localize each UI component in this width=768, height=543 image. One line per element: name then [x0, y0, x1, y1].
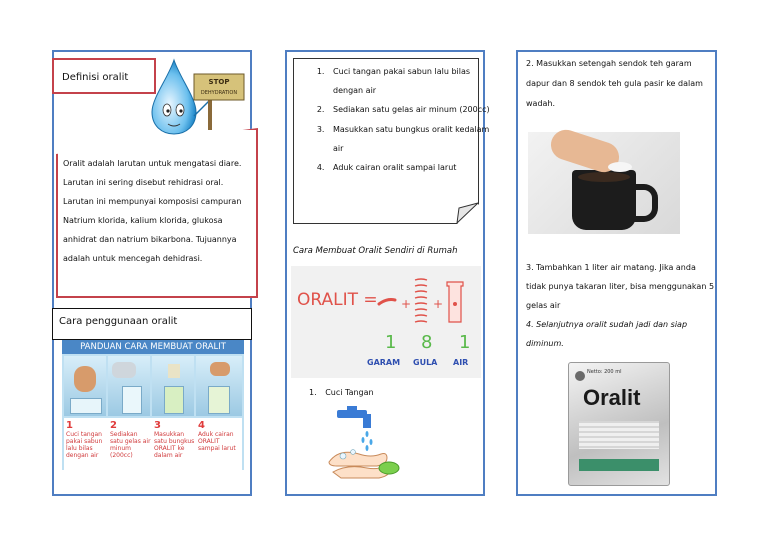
guide-step2-image	[108, 356, 150, 416]
packet-logo	[575, 371, 585, 381]
ingredient-icons	[375, 274, 479, 334]
usage-heading-box	[52, 308, 252, 340]
label-air: AIR	[453, 358, 469, 367]
guide-title: PANDUAN CARA MEMBUAT ORALIT	[62, 340, 244, 354]
guide-step-number: 1	[66, 420, 73, 431]
step3-text: 3. Tambahkan 1 liter air matang. Jika anda tidak punya takaran liter, bisa menggunakan 5 gelas air	[526, 263, 715, 310]
definition-heading: Definisi oralit	[62, 72, 129, 83]
guide-step4-image	[196, 356, 242, 416]
guide-step	[198, 420, 240, 452]
panel-homemade	[516, 50, 717, 496]
definition-text: Oralit adalah larutan untuk mengatasi diare. Larutan ini sering disebut rehidrasi oral. Larutan ini mempunyai komposisi campuran Natrium klorida, kalium klorida, glukosa anhidrat dan natrium bikarbona. Tujuannya adalah untuk mencegah dehidrasi.	[63, 159, 242, 263]
usage-heading: Cara penggunaan oralit	[59, 316, 178, 327]
handwash-item	[309, 388, 374, 397]
guide-step	[110, 420, 152, 459]
formula-labels	[367, 358, 477, 370]
packet-label: Netto: 200 ml	[587, 369, 622, 375]
guide-step	[66, 420, 106, 459]
mixing-photo	[528, 132, 680, 234]
guide-step-number: 3	[154, 420, 161, 431]
svg-text:+: +	[401, 297, 412, 311]
handwash-label: Cuci Tangan	[325, 388, 374, 397]
guide-step-number: 2	[110, 420, 117, 431]
svg-text:DEHYDRATION: DEHYDRATION	[200, 90, 238, 96]
label-gula: GULA	[413, 358, 438, 367]
water-drop-illustration	[150, 56, 246, 138]
formula-counts	[377, 332, 477, 354]
packet-info-lines	[579, 421, 659, 449]
step-item: 4. Aduk cairan oralit sampai larut	[327, 158, 493, 177]
packet-band	[579, 459, 659, 471]
oralit-packet	[568, 362, 670, 486]
guide-step	[154, 420, 196, 459]
guide-step-text: Sediakan satu gelas air minum (200cc)	[110, 431, 151, 459]
sign-text: STOP	[208, 78, 230, 86]
guide-step-text: Aduk cairan ORALIT sampai larut	[198, 431, 236, 452]
oralit-guide-poster	[62, 340, 244, 470]
homemade-heading: Cara Membuat Oralit Sendiri di Rumah	[293, 246, 458, 256]
folded-corner	[455, 202, 479, 224]
panel-steps	[285, 50, 490, 496]
svg-text:+: +	[433, 297, 444, 311]
count-garam: 1	[385, 332, 397, 353]
step4-text: 4. Selanjutnya oralit sudah jadi dan siap diminum.	[526, 320, 688, 348]
guide-step-text: Cuci tangan pakai sabun lalu bilas dengan air	[66, 431, 103, 459]
guide-step3-image	[152, 356, 194, 416]
oralit-formula-illustration	[291, 266, 481, 378]
guide-step-text: Masukkan satu bungkus ORALIT ke dalam air	[154, 431, 195, 459]
guide-step1-image	[64, 356, 106, 416]
label-garam: GARAM	[367, 358, 401, 367]
guide-step-number: 4	[198, 420, 205, 431]
count-gula: 8	[421, 332, 433, 353]
guide-steps	[64, 418, 242, 470]
handwash-number: 1.	[309, 388, 317, 397]
step-item: 2. Sediakan satu gelas air minum (200cc)	[327, 100, 493, 119]
step2-text: 2. Masukkan setengah sendok teh garam dapur dan 8 sendok teh gula pasir ke dalam wadah.	[526, 59, 703, 108]
panel-definition	[52, 50, 252, 496]
formula-word: ORALIT =	[297, 290, 378, 310]
count-air: 1	[459, 332, 471, 353]
packet-brand: Oralit	[583, 385, 641, 410]
handwash-illustration	[323, 406, 403, 480]
step-item: 1. Cuci tangan pakai sabun lalu bilas dengan air	[327, 62, 493, 100]
steps-list	[301, 62, 493, 177]
step-item: 3. Masukkan satu bungkus oralit kedalam air	[327, 120, 493, 158]
definition-heading-box	[52, 58, 156, 94]
